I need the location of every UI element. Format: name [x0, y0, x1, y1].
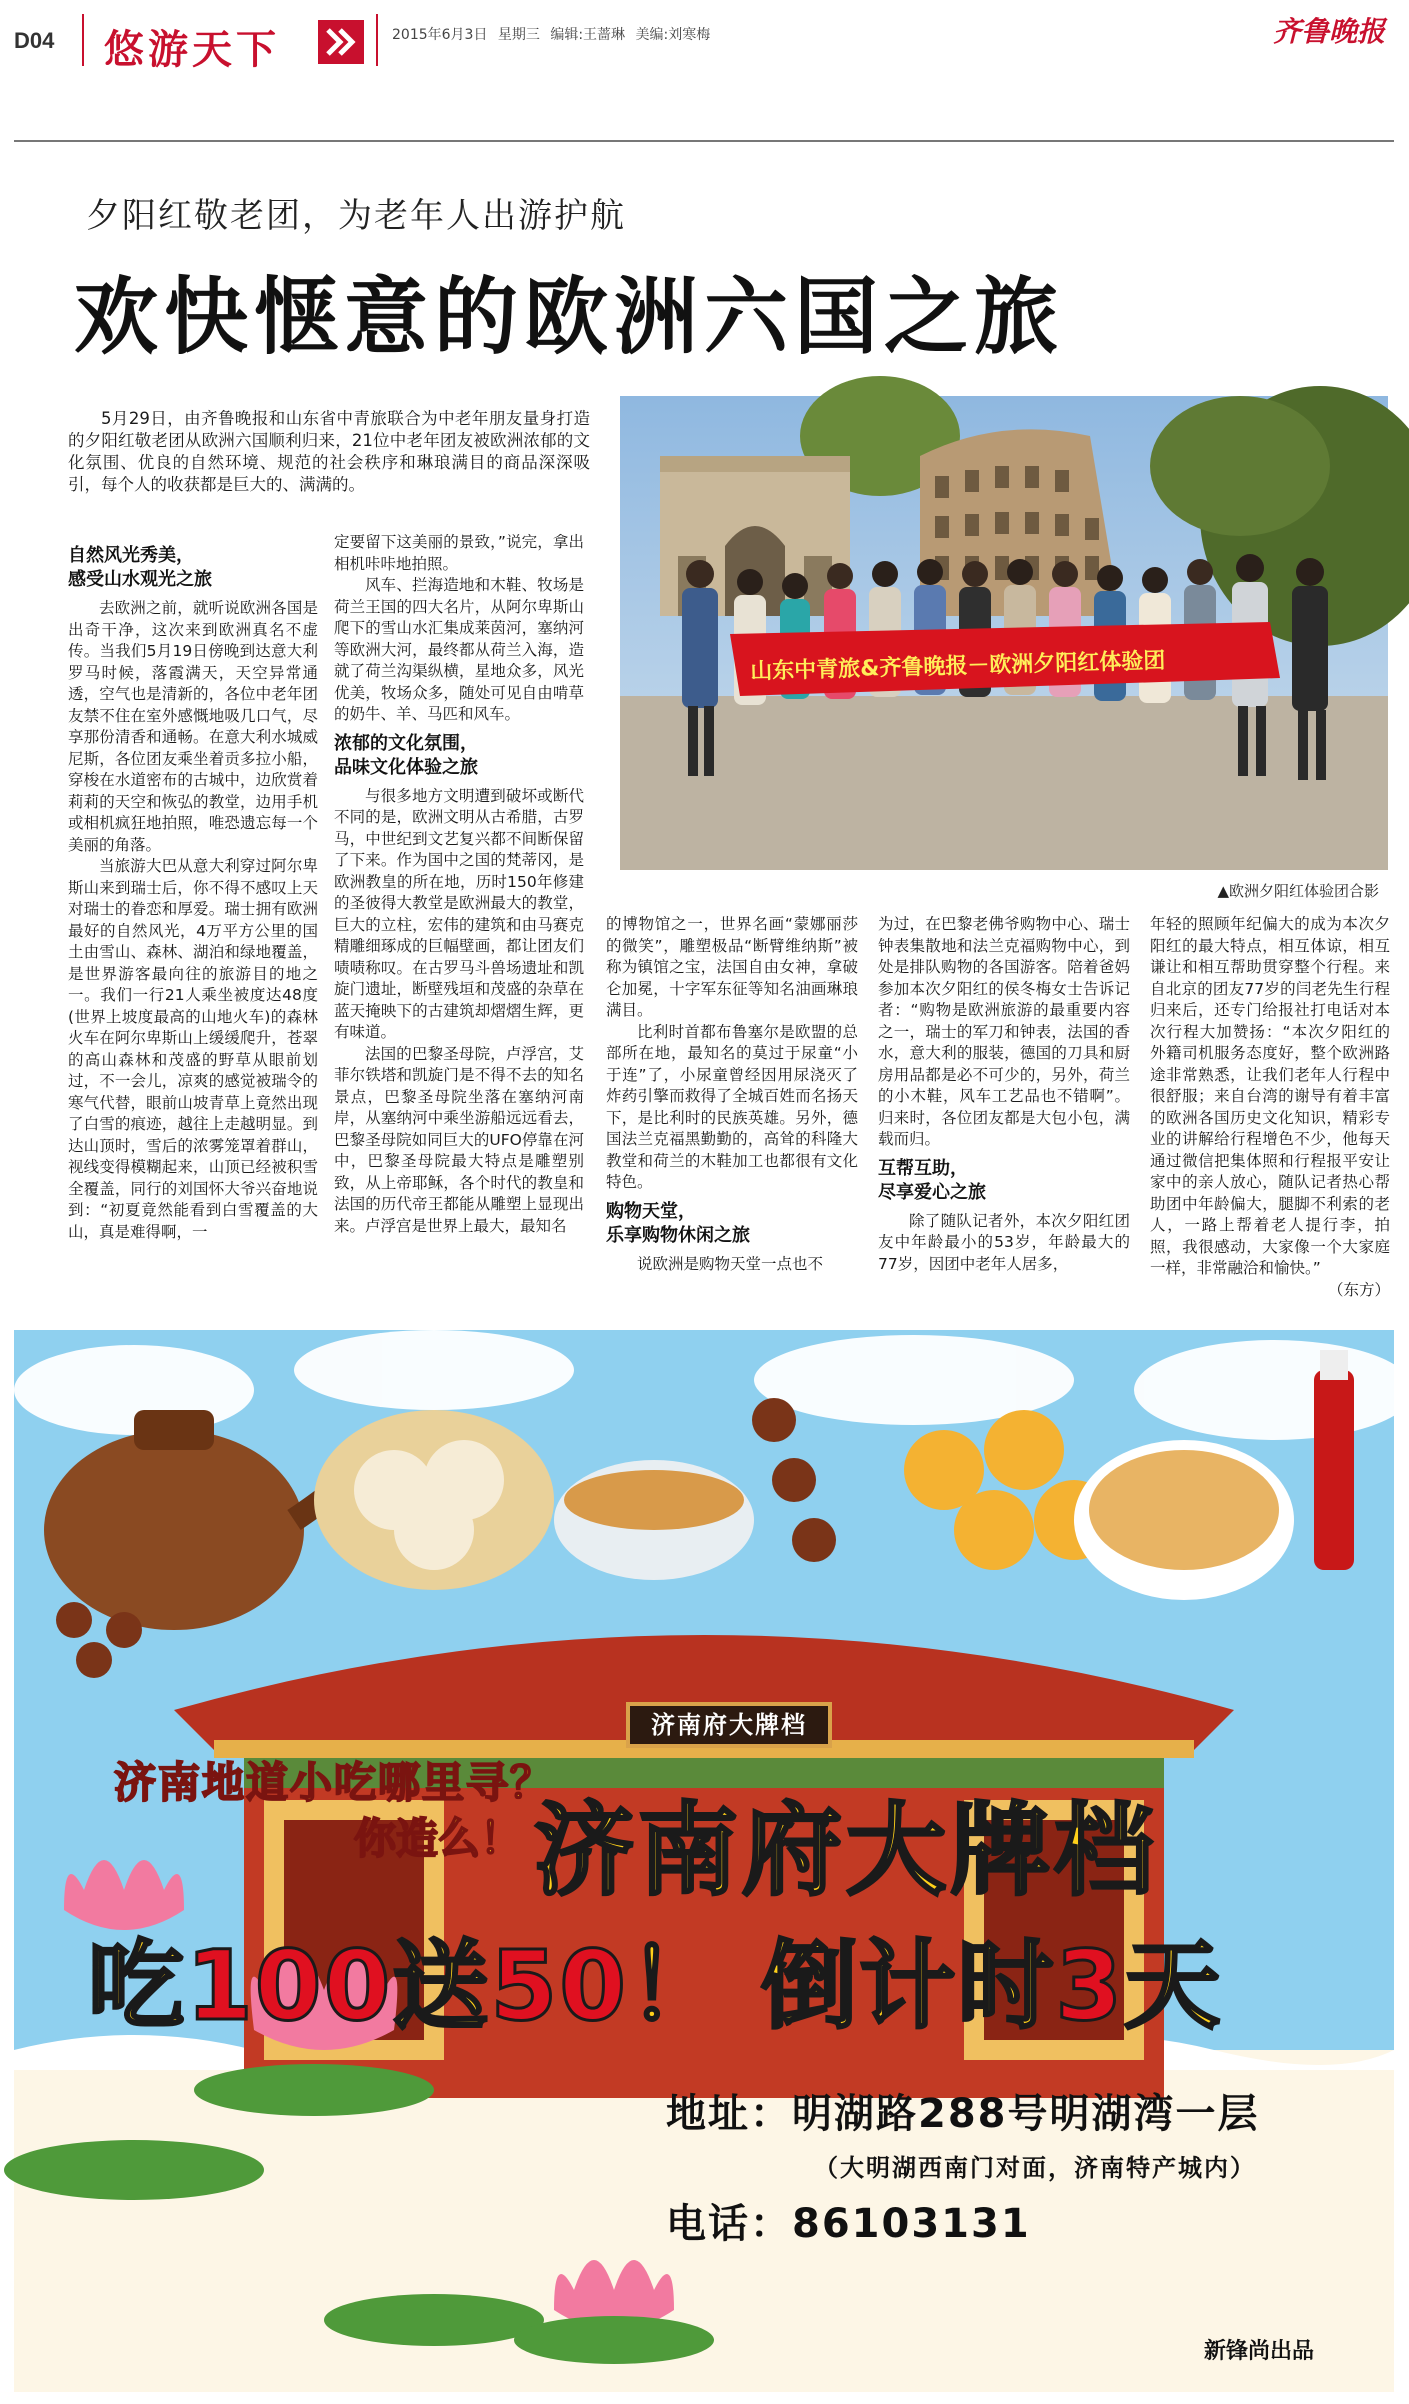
restaurant-signboard: 济南府大牌档 — [626, 1702, 832, 1748]
promo-line — [88, 1910, 1222, 2047]
paragraph: 除了随队记者外，本次夕阳红团友中年龄最小的53岁，年龄最大的77岁，因团中老年人居多， — [878, 1211, 1130, 1273]
ad-slogan-2: 你造么！ — [354, 1814, 523, 1863]
promo-number: 100 — [186, 1930, 393, 2042]
page-number: D04 — [14, 28, 55, 53]
restaurant-name: 济南府大牌档 — [534, 1792, 1158, 1909]
paragraph: 说欧洲是购物天堂一点也不 — [637, 1254, 824, 1273]
article-column-2 — [334, 532, 584, 1272]
section-title: 悠游天下 — [104, 27, 280, 73]
paragraph: 法国的巴黎圣母院，卢浮宫，艾菲尔铁塔和凯旋门是不得不去的知名景点，巴黎圣母院坐落在塞纳河南岸，从塞纳河中乘坐游船远远看去，巴黎圣母院如同巨大的UFO停靠在河中，巴黎圣母院最大特点是雕塑别致，从上帝耶稣，各个时代的教皇和法国的历代帝王都能从雕塑上显现出来。卢浮宫是世界上最大，最知名 — [334, 1044, 584, 1235]
paragraph: 的博物馆之一，世界名画“蒙娜丽莎的微笑”，雕塑极品“断臂维纳斯”被称为镇馆之宝，法国自由女神，拿破仑加冕，十字军东征等知名油画琳琅满目。 — [606, 915, 858, 1019]
promo-number: 50 — [490, 1930, 628, 2042]
article-column-1 — [68, 538, 318, 1278]
promo-text: 送 — [392, 1930, 491, 2042]
restaurant-advertisement — [14, 1330, 1394, 2392]
paragraph: 去欧洲之前，就听说欧洲各国是出奇干净，这次来到欧洲真名不虚传。当我们5月19日傍晚到达意大利罗马时候，落霞满天，天空异常通透，空气也是清新的，各位中老年团友禁不住在室外感慨地吸几口气，尽享那份清香和通畅。在意大利水城威尼斯，各位团友乘坐着贡多拉小船，穿梭在水道密布的古城中，边欣赏着莉莉的天空和恢弘的教堂，边用手机或相机疯狂地拍照，唯恐遗忘每一个美丽的角落。 — [68, 599, 318, 854]
paragraph: 定要留下这美丽的景致，”说完，拿出相机咔咔地拍照。 — [334, 533, 584, 573]
header-divider — [376, 14, 378, 66]
ad-producer: 新锋尚出品 — [1204, 2339, 1315, 2364]
ad-slogan: 济南地道小吃哪里寻？ — [114, 1758, 555, 1807]
restaurant-address: 地址：明湖路288号明湖湾一层 — [666, 2091, 1260, 2137]
paragraph: 比利时首都布鲁塞尔是欧盟的总部所在地，最知名的莫过于尿童“小于连”了，小尿童曾经因用尿浇灭了炸药引擎而救得了全城百姓而名扬天下，是比利时的民族英雄。另外，德国法兰克福黑勤勤的，高耸的科隆大教堂和荷兰的木鞋加工也都很有文化特色。 — [606, 1022, 858, 1191]
lead-text: 5月29日，由齐鲁晚报和山东省中青旅联合为中老年朋友量身打造的夕阳红敬老团从欧洲六国顺利归来，21位中老年团友被欧洲浓郁的文化氛围、优良的自然环境、规范的社会秩序和琳琅满目的商品深深吸引，每个人的收获都是巨大的、满满的。 — [68, 409, 590, 494]
section-heading: 购物天堂， 乐享购物休闲之旅 — [606, 1200, 750, 1246]
page-header — [0, 0, 1409, 72]
section-heading: 自然风光秀美， 感受山水观光之旅 — [68, 545, 212, 590]
paragraph: 为过，在巴黎老佛爷购物中心、瑞士钟表集散地和法兰克福购物中心，到处是排队购物的各国游客。陪着爸妈参加本次夕阳红的侯冬梅女士告诉记者：“购物是欧洲旅游的最重要内容之一，瑞士的军刀和钟表，法国的香水，意大利的服装，德国的刀具和厨房用品都是必不可少的，另外，荷兰的小木鞋，风车工艺品也不错啊”。归来时，各位团友都是大包小包，满载而归。 — [878, 915, 1130, 1148]
article-lead — [68, 408, 590, 496]
promo-text: 天 — [1124, 1930, 1223, 2042]
issue-meta: 2015年6月3日 星期三 编辑:王蔷琳 美编:刘寒梅 — [392, 27, 711, 43]
header-divider — [82, 14, 84, 66]
article-column-5 — [1150, 914, 1390, 1299]
article-subtitle: 夕阳红敬老团，为老年人出游护航 — [86, 196, 626, 236]
section-heading: 浓郁的文化氛围， 品味文化体验之旅 — [334, 732, 478, 778]
newspaper-logo: 齐鲁晚报 — [1272, 15, 1385, 48]
paragraph: 当旅游大巴从意大利穿过阿尔卑斯山来到瑞士后，你不得不感叹上天对瑞士的眷恋和厚爱。瑞士拥有欧洲最好的自然风光，4万平方公里的国土由雪山、森林、湖泊和绿地覆盖，是世界游客最向往的旅游目的地之一。我们一行21人乘坐被度达48度(世界上坡度最高的山地火车)的森林火车在阿尔卑斯山上缓缓爬升，苍翠的高山森林和茂盛的野草从眼前划过，不一会儿，凉爽的感觉被瑞令的寒气代替，眼前山坡青草上竟然出现了白雪的痕迹，越往上走越明显。到达山顶时，雪后的浓雾笼罩着群山，视线变得模糊起来，山顶已经被积雪全覆盖，同行的刘国怀大爷兴奋地说到：“初夏竟然能看到白雪覆盖的大山，真是难得啊，一 — [68, 857, 318, 1241]
paragraph: 风车、拦海造地和木鞋、牧场是荷兰王国的四大名片，从阿尔卑斯山爬下的雪山水汇集成莱茵河，塞纳河等欧洲大河，最终都从荷兰入海，造就了荷兰沟渠纵横，星地众多，风光优美，牧场众多，随处可见自由啃草的奶牛、羊、马匹和风车。 — [334, 576, 584, 723]
group-photo — [620, 396, 1388, 870]
paragraph: 年轻的照顾年纪偏大的成为本次夕阳红的最大特点，相互体谅，相互谦让和相互帮助贯穿整个行程。来自北京的团友77岁的闫老先生行程归来后，还专门给报社打电话对本次行程大加赞扬：“本次夕阳红的外籍司机服务态度好，整个欧洲路途非常熟悉，让我们老年人行程中很舒服；来自台湾的谢导有着丰富的欧洲各国历史文化知识，精彩专业的讲解给行程增色不少，他每天通过微信把集体照和行程报平安让家中的亲人放心，随队记者热心帮助团中年龄偏大，腿脚不利索的老人，一路上帮着老人提行李，拍照，我很感动，大家像一个大家庭一样，非常融洽和愉快。” — [1150, 915, 1390, 1277]
article-headline: 欢快惬意的欧洲六国之旅 — [74, 268, 1065, 366]
article-column-3 — [606, 914, 858, 1274]
article-signature: （东方） — [1327, 1280, 1390, 1299]
double-chevron-icon — [318, 20, 364, 64]
section-heading: 互帮互助， 尽享爱心之旅 — [878, 1157, 986, 1203]
address-note: （大明湖西南门对面，济南特产城内） — [814, 2154, 1256, 2182]
promo-text: ！ 倒计时 — [627, 1930, 1056, 2042]
promo-number: 3 — [1055, 1930, 1125, 2042]
article-column-4 — [878, 914, 1130, 1274]
photo-caption: ▲欧洲夕阳红体验团合影 — [1217, 882, 1379, 900]
restaurant-phone: 电话：86103131 — [666, 2201, 1031, 2247]
paragraph: 与很多地方文明遭到破坏或断代不同的是，欧洲文明从古希腊，古罗马，中世纪到文艺复兴都不间断保留了下来。作为国中之国的梵蒂冈，是欧洲教皇的所在地，历时150年修建的圣彼得大教堂是欧洲最大的教堂，巨大的立柱，宏伟的建筑和由马赛克精雕细琢成的巨幅壁画，都让团友们啧啧称叹。在古罗马斗兽场遗址和凯旋门遗址，断壁残垣和茂盛的杂草在蓝天掩映下的古建筑却熠熠生辉，更有味道。 — [334, 786, 584, 1041]
promo-text: 吃 — [88, 1930, 186, 2042]
header-rule — [14, 140, 1394, 142]
svg-text:山东中青旅&齐鲁晚报－欧洲夕阳红体验团: 山东中青旅&齐鲁晚报－欧洲夕阳红体验团 — [749, 648, 1166, 685]
